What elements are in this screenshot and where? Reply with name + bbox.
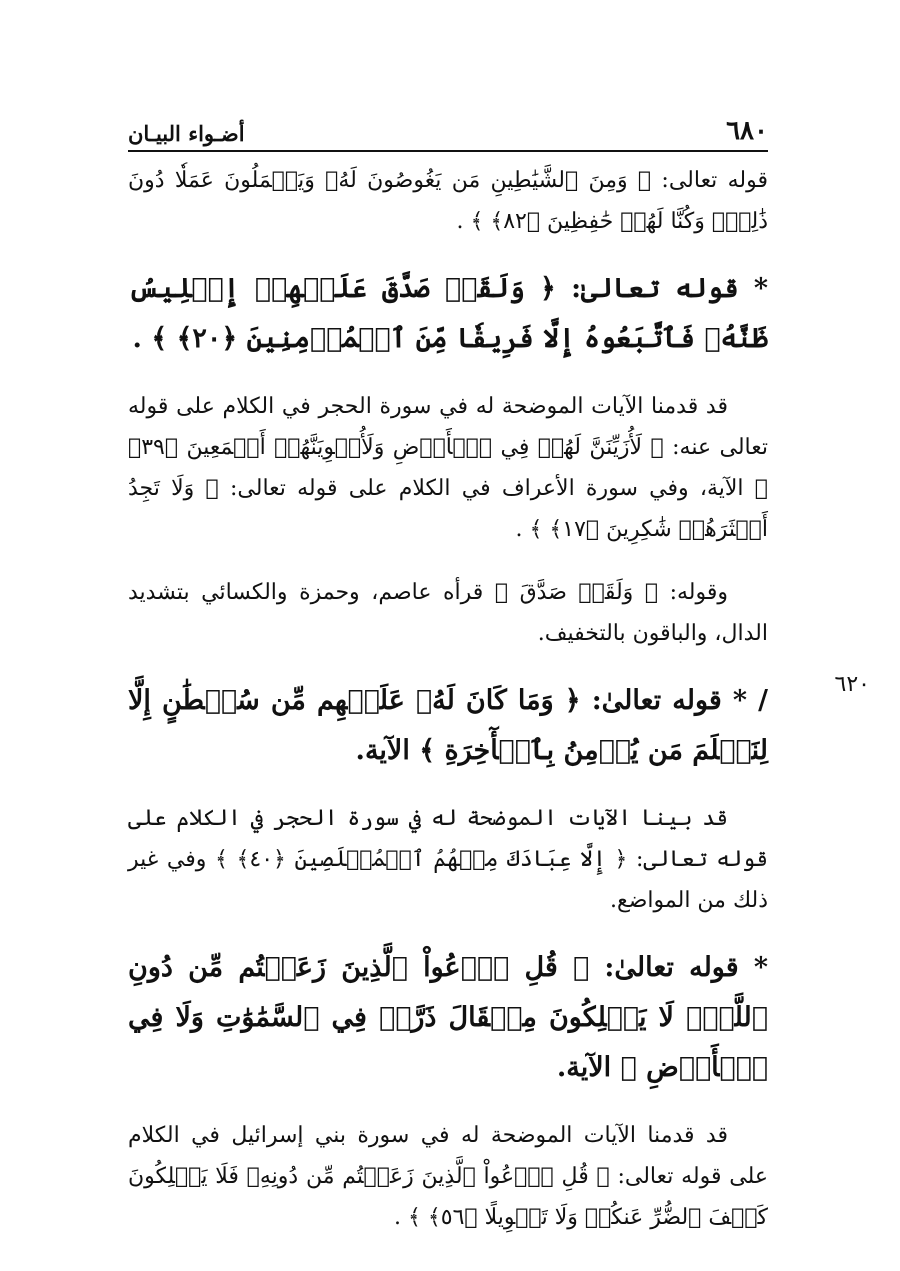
paragraph-text: وقوله: ﴿ وَلَقَدۡ صَدَّقَ ﴾ قرأه عاصم، وحمزة والكسائي بتشديد الدال، والباقون بالتخفيف. (128, 580, 768, 646)
paragraph-text: قد بينا الآيات الموضحة له في سورة الحجر في الكلام على قوله تعالى: ﴿ إِلَّا عِبَادَكَ مِنۡهُمُ ٱلۡمُخۡلَصِينَ ﴿٤٠﴾ ﴾ وفي غير ذلك من المواضع. (128, 806, 768, 913)
verse-heading-text: * قوله تعالىٰ: ﴿ وَلَقَدۡ صَدَّقَ عَلَيۡهِمۡ إِبۡلِيسُ ظَنَّهُۥ فَٱتَّبَعُوهُ إِلَّا فَرِيقٗا مِّنَ ٱلۡمُؤۡمِنِينَ ﴿٢٠﴾ ﴾ . (128, 273, 768, 354)
verse-heading-20 (128, 264, 768, 364)
page-body (128, 160, 768, 1260)
verse-heading-21 (128, 676, 768, 776)
page-number: ٦٨٠ (726, 116, 768, 146)
paragraph-text: قوله تعالى: ﴿ وَمِنَ ٱلشَّيَٰطِينِ مَن يَغُوصُونَ لَهُۥ وَيَعۡمَلُونَ عَمَلٗا دُونَ ذَٰلِكَۖ وَكُنَّا لَهُمۡ حَٰفِظِينَ ﴿٨٢﴾ ﴾ . (128, 168, 768, 234)
verse-heading-text: / * قوله تعالىٰ: ﴿ وَمَا كَانَ لَهُۥ عَلَيۡهِم مِّن سُلۡطَٰنٍ إِلَّا لِنَعۡلَمَ مَن يُؤۡمِنُ بِٱلۡأٓخِرَةِ ﴾ الآية. (128, 685, 768, 766)
paragraph-commentary-1 (128, 386, 768, 550)
verse-heading-text: * قوله تعالىٰ: ﴿ قُلِ ٱدۡعُواْ ٱلَّذِينَ زَعَمۡتُم مِّن دُونِ ٱللَّهِۖ لَا يَمۡلِكُونَ مِثۡقَالَ ذَرَّةٖ فِي ٱلسَّمَٰوَٰتِ وَلَا فِي ٱلۡأَرۡضِ ﴾ الآية. (128, 952, 768, 1083)
paragraph-commentary-2 (128, 798, 768, 921)
page-header (128, 106, 768, 152)
paragraph-text: قد قدمنا الآيات الموضحة له في سورة الحجر في الكلام على قوله تعالى عنه: ﴿ لَأُزَيِّنَنَّ لَهُمۡ فِي ٱلۡأَرۡضِ وَلَأُغۡوِيَنَّهُمۡ أَجۡمَعِينَ ﴿٣٩﴾ ﴾ الآية، وفي سورة الأعراف في الكلام على قوله تعالى: ﴿ وَلَا تَجِدُ أَكۡثَرَهُمۡ شَٰكِرِينَ ﴿١٧﴾ ﴾ . (128, 394, 768, 542)
book-title: أضـواء البيـان (128, 121, 245, 146)
paragraph-saba-82 (128, 160, 768, 242)
margin-page-number: ٦٢٠ (834, 672, 870, 697)
paragraph-text: قد قدمنا الآيات الموضحة له في سورة بني إسرائيل في الكلام على قوله تعالى: ﴿ قُلِ ٱدۡعُواْ ٱلَّذِينَ زَعَمۡتُم مِّن دُونِهِۦ فَلَا يَمۡلِكُونَ كَشۡفَ ٱلضُّرِّ عَنكُمۡ وَلَا تَحۡوِيلًا ﴿٥٦﴾ ﴾ . (128, 1123, 768, 1230)
paragraph-commentary-3 (128, 1115, 768, 1238)
verse-heading-22 (128, 943, 768, 1093)
paragraph-qiraat (128, 572, 768, 654)
